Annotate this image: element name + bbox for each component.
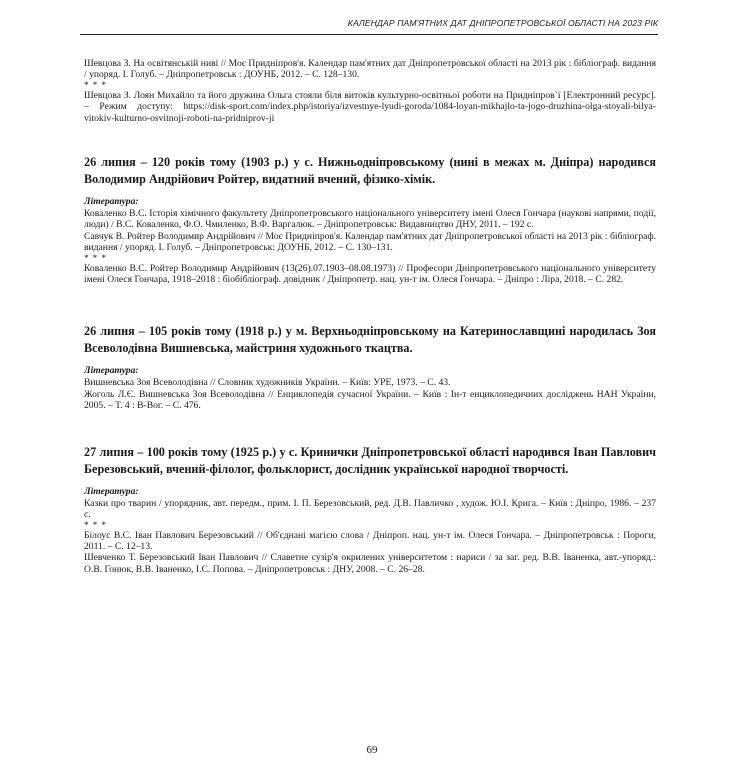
separator: * * * xyxy=(84,519,107,530)
event-heading: 27 липня – 100 років тому (1925 р.) у с. Кринички Дніпропетровської області народився Іван Павлович Березовський, вчений-філолог, фольклорист, дослідник української народної творчості. xyxy=(84,444,656,476)
event-section xyxy=(84,323,656,411)
literature-label: Література: xyxy=(84,485,139,497)
event-section xyxy=(84,154,656,285)
reference-entry: Білоус В.С. Іван Павлович Березовський // Об'єднані магією слова / Дніпроп. нац. ун-т ім. Олеся Гончара. – Дніпропетровськ : Пороги, 2011. – С. 12–13. xyxy=(84,529,656,552)
event-heading: 26 липня – 120 років тому (1903 р.) у с. Нижньодніпровському (нині в межах м. Дніпра) народився Володимир Андрійович Ройтер, видатний вчений, фізико-хімік. xyxy=(84,155,656,187)
reference-entry: Шевцова З. Лоян Михайло та його дружина Ольга стояли біля витоків культурно-освітньої роботи на Придніпров`ї [Електронний ресурс]. – Режим доступу: https://disk-sport.com/index.php/istoriya/izvestnye-lyudi-goroda/1084-loyan-mikhajlo-ta-jogo-druzhina-olga-stoyali-bilya-vitokiv-kulturno-osvitnoji-roboti-na-pridniprov-ji xyxy=(84,89,656,124)
separator: * * * xyxy=(84,252,107,263)
running-header: КАЛЕНДАР ПАМ'ЯТНИХ ДАТ ДНІПРОПЕТРОВСЬКОЇ ОБЛАСТІ НА 2023 РІК xyxy=(347,18,658,28)
reference-entry: Шевченко Т. Березовський Іван Павлович // Славетне сузір'я окрилених університетом : нариси / за заг. ред. В.В. Іваненка, авт.-упоряд.: О.В. Гонюк, В.В. Іваненко, І.С. Попова. – Дніпропетровськ : ДНУ, 2008. – С. 26–28. xyxy=(84,552,656,575)
header-rule xyxy=(80,34,658,35)
reference-entry: Савчук В. Ройтер Володимир Андрійович // Моє Придніпров'я. Календар пам'ятних дат Дніпропетровської області на 2013 рік : бібліограф. видання / упоряд. І. Голуб. – Дніпропетровськ: ДОУНБ, 2012. – С. 130–131. xyxy=(84,230,656,254)
page-number: 69 xyxy=(366,744,378,756)
event-heading: 26 липня – 105 років тому (1918 р.) у м. Верхньодніпровському на Катеринославщині народилась Зоя Всеволодівна Вишневська, майстриня художнього ткацтва. xyxy=(84,324,656,356)
reference-entry: Жоголь Л.Є. Вишневська Зоя Всеволодівна // Енциклопедія сучасної України. – Київ : Ін-т енциклопедичних досліджень НАН України, 2005. – Т. 4 : В-Вог. – С. 476. xyxy=(84,388,656,412)
reference-entry: Вишневська Зоя Всеволодівна // Словник художників України. – Київ: УРЕ, 1973. – С. 43. xyxy=(84,377,451,389)
literature-label: Література: xyxy=(84,196,139,208)
literature-label: Література: xyxy=(84,365,139,377)
page-content xyxy=(84,58,656,575)
reference-entry: Шевцова З. На освітянській ниві // Моє Придніпров'я. Календар пам'ятних дат Дніпропетровської області на 2013 рік : бібліограф. видання / упоряд. І. Голуб. – Дніпропетровськ : ДОУНБ, 2012. – С. 128–130. xyxy=(84,58,656,81)
reference-entry: Коваленко В.С. Ройтер Володимир Андрійович (13(26).07.1903–08.08.1973) // Професори Дніпропетровського національного університету імені Олеся Гончара, 1918–2018 : біобібліограф. довідник / Дніпропетр. нац. ун-т ім. Олеся Гончара. – Дніпро : Ліра, 2018. – С. 282. xyxy=(84,262,656,286)
separator: * * * xyxy=(84,79,107,90)
reference-entry: Коваленко В.С. Історія хімічного факультету Дніпропетровського національного університету імені Олеся Гончара (наукові напрями, події, люди) / В.С. Коваленко, Ф.О. Чмиленко, В.Ф. Варгалюк. – Дніпропетровськ: Видавництво ДНУ, 2011. – 192 с. xyxy=(84,208,656,231)
reference-entry: Казки про тварин / упорядник, авт. передм., прим. І. П. Березовський, ред. Д.В. Павличко , худож. Ю.І. Крига. – Київ : Дніпро, 1986. – 237 с. xyxy=(84,497,656,521)
event-section xyxy=(84,444,656,575)
